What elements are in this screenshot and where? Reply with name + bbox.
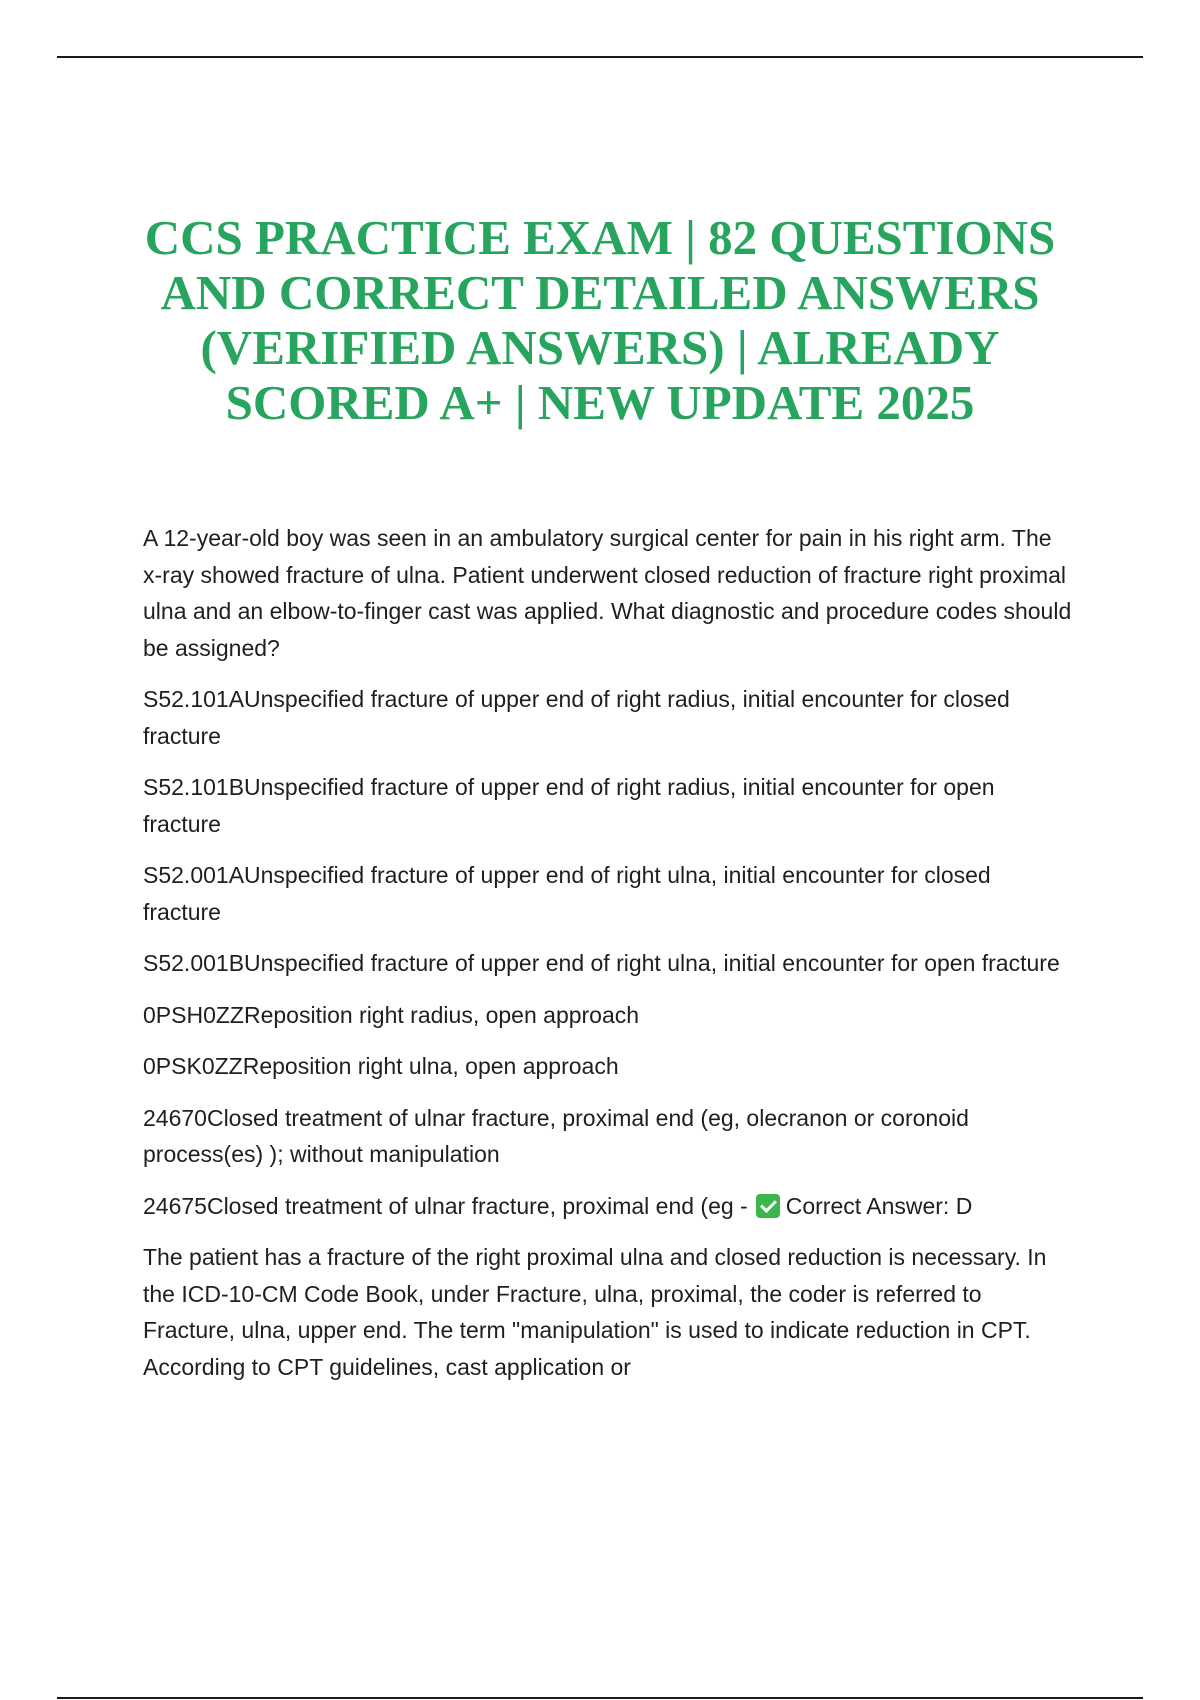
bottom-divider [57,1697,1143,1699]
answer-value: D [955,1192,973,1219]
answer-label: Correct Answer: [785,1192,950,1219]
option-8-with-answer [143,1188,1073,1225]
option-7: 24670Closed treatment of ulnar fracture, proximal end (eg, olecranon or coronoid process(es) ); without manipulation [143,1104,969,1167]
option-1: S52.101AUnspecified fracture of upper end of right radius, initial encounter for closed fracture [143,686,1010,749]
question-text: A 12-year-old boy was seen in an ambulatory surgical center for pain in his right arm. The x-ray showed fracture of ulna. Patient underwent closed reduction of fracture right proximal ulna and an elbow-to-finger cast was applied. What diagnostic and procedure codes should be assigned? [143,525,1072,661]
option-6: 0PSK0ZZReposition right ulna, open approach [143,1053,619,1079]
option-2: S52.101BUnspecified fracture of upper end of right radius, initial encounter for open fracture [143,774,995,837]
explanation-text: The patient has a fracture of the right proximal ulna and closed reduction is necessary. In the ICD-10-CM Code Book, under Fracture, ulna, proximal, the coder is referred to Fracture, ulna, upper end. The term "manipulation" is used to indicate reduction in CPT. According to CPT guidelines, cast application or [143,1244,1047,1380]
document-title: CCS PRACTICE EXAM | 82 QUESTIONS AND CORRECT DETAILED ANSWERS (VERIFIED ANSWERS) | ALREADY SCORED A+ | NEW UPDATE 2025 [144,210,1056,430]
option-3: S52.001AUnspecified fracture of upper end of right ulna, initial encounter for closed fracture [143,862,991,925]
option-5: 0PSH0ZZReposition right radius, open approach [143,1001,640,1028]
check-mark-icon [756,1194,780,1218]
option-4: S52.001BUnspecified fracture of upper end of right ulna, initial encounter for open fracture [143,950,1060,976]
option-8: 24675Closed treatment of ulnar fracture, proximal end (eg - [143,1192,748,1219]
document-body [143,520,1073,1400]
top-divider [57,56,1143,58]
